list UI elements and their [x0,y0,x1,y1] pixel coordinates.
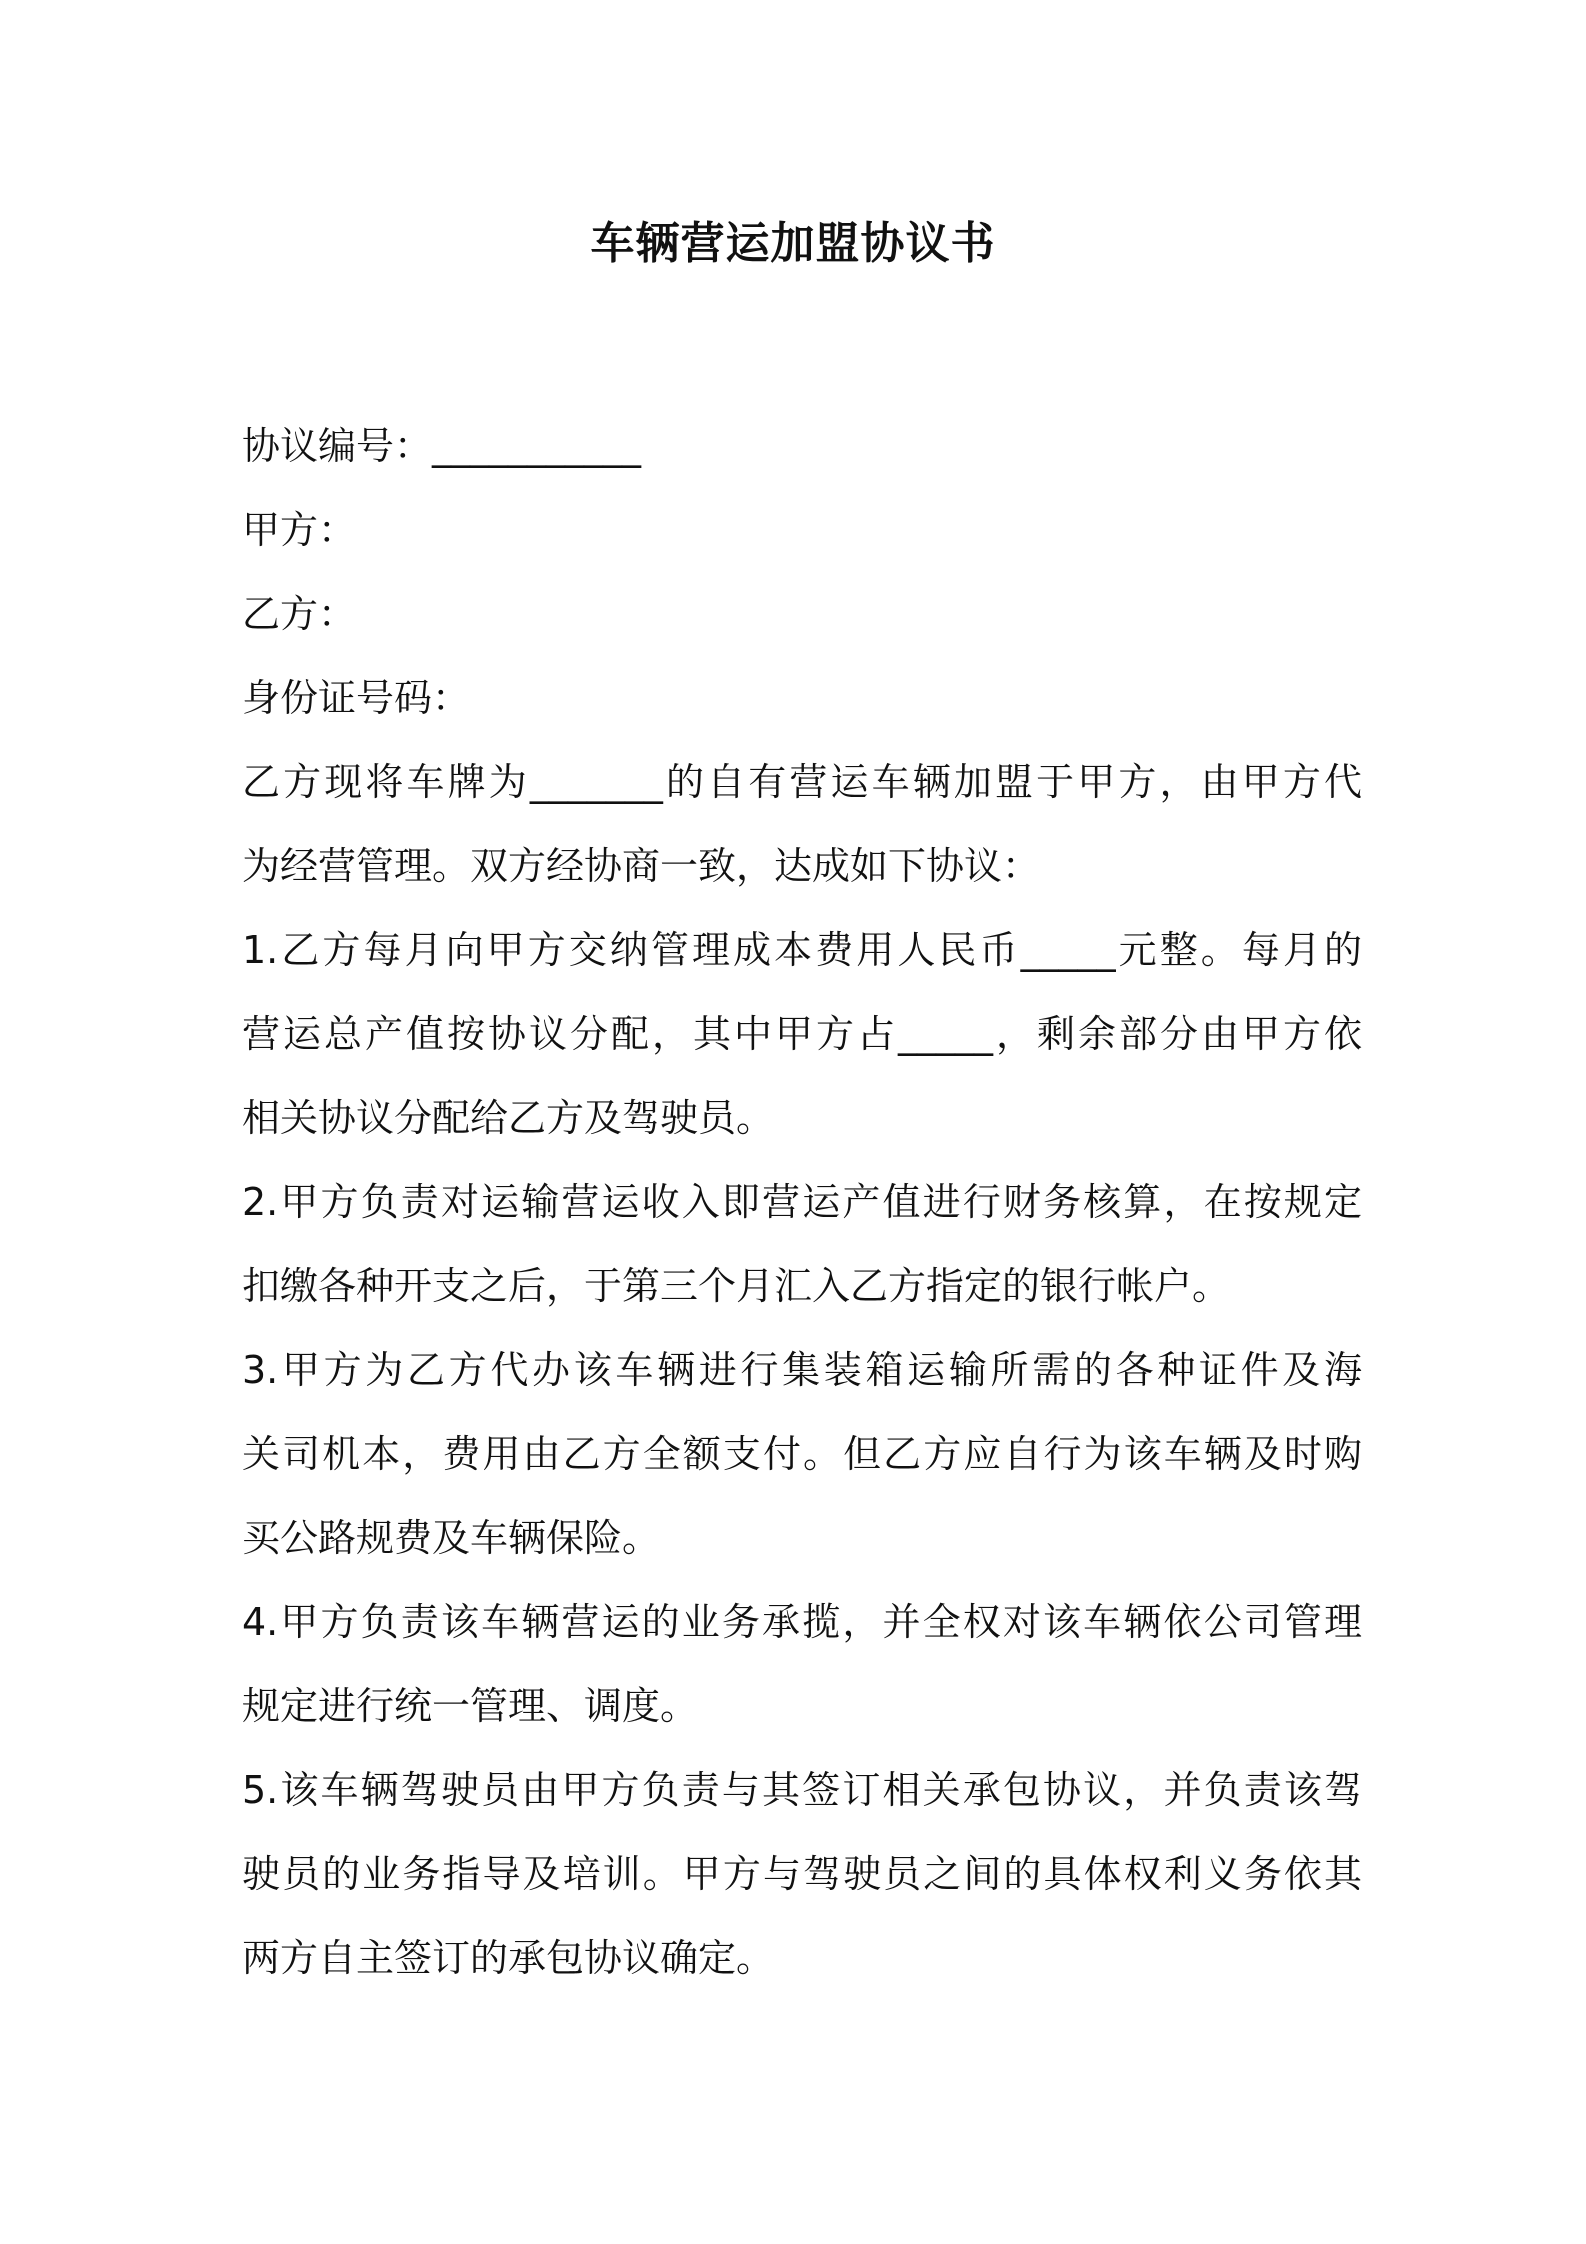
paragraph-line: 4.甲方负责该车辆营运的业务承揽，并全权对该车辆依公司管理 [242,1600,1362,1644]
paragraph-line: 为经营管理。双方经协商一致，达成如下协议： [242,844,1041,888]
paragraph-line: 买公路规费及车辆保险。 [242,1516,661,1560]
document-body [242,404,1362,2000]
paragraph-line: 扣缴各种开支之后，于第三个月汇入乙方指定的银行帐户。 [242,1264,1231,1308]
party-a-field: 甲方： [242,508,357,552]
clause-2 [242,1160,1362,1328]
paragraph-line: 营运总产值按协议分配，其中甲方占_____，剩余部分由甲方依 [242,1012,1362,1056]
paragraph-line: 规定进行统一管理、调度。 [242,1684,699,1728]
party-b-field: 乙方： [242,592,357,636]
clause-3 [242,1328,1362,1580]
paragraph-line: 2.甲方负责对运输营运收入即营运产值进行财务核算，在按规定 [242,1180,1362,1224]
agreement-number-field: 协议编号：___________ [242,424,642,468]
id-number-field: 身份证号码： [242,676,471,720]
clause-1 [242,908,1362,1160]
paragraph-line: 两方自主签订的承包协议确定。 [242,1936,775,1980]
paragraph-line: 相关协议分配给乙方及驾驶员。 [242,1096,775,1140]
paragraph-line: 乙方现将车牌为_______的自有营运车辆加盟于甲方，由甲方代 [242,760,1362,804]
paragraph-line: 关司机本，费用由乙方全额支付。但乙方应自行为该车辆及时购 [242,1432,1362,1476]
clause-4 [242,1580,1362,1748]
intro-paragraph [242,740,1362,908]
paragraph-line: 1.乙方每月向甲方交纳管理成本费用人民币_____元整。每月的 [242,928,1362,972]
document-title: 车辆营运加盟协议书 [590,218,996,269]
paragraph-line: 3.甲方为乙方代办该车辆进行集装箱运输所需的各种证件及海 [242,1348,1362,1392]
clause-5 [242,1748,1362,2000]
paragraph-line: 5.该车辆驾驶员由甲方负责与其签订相关承包协议，并负责该驾 [242,1768,1362,1812]
paragraph-line: 驶员的业务指导及培训。甲方与驾驶员之间的具体权利义务依其 [242,1852,1362,1896]
